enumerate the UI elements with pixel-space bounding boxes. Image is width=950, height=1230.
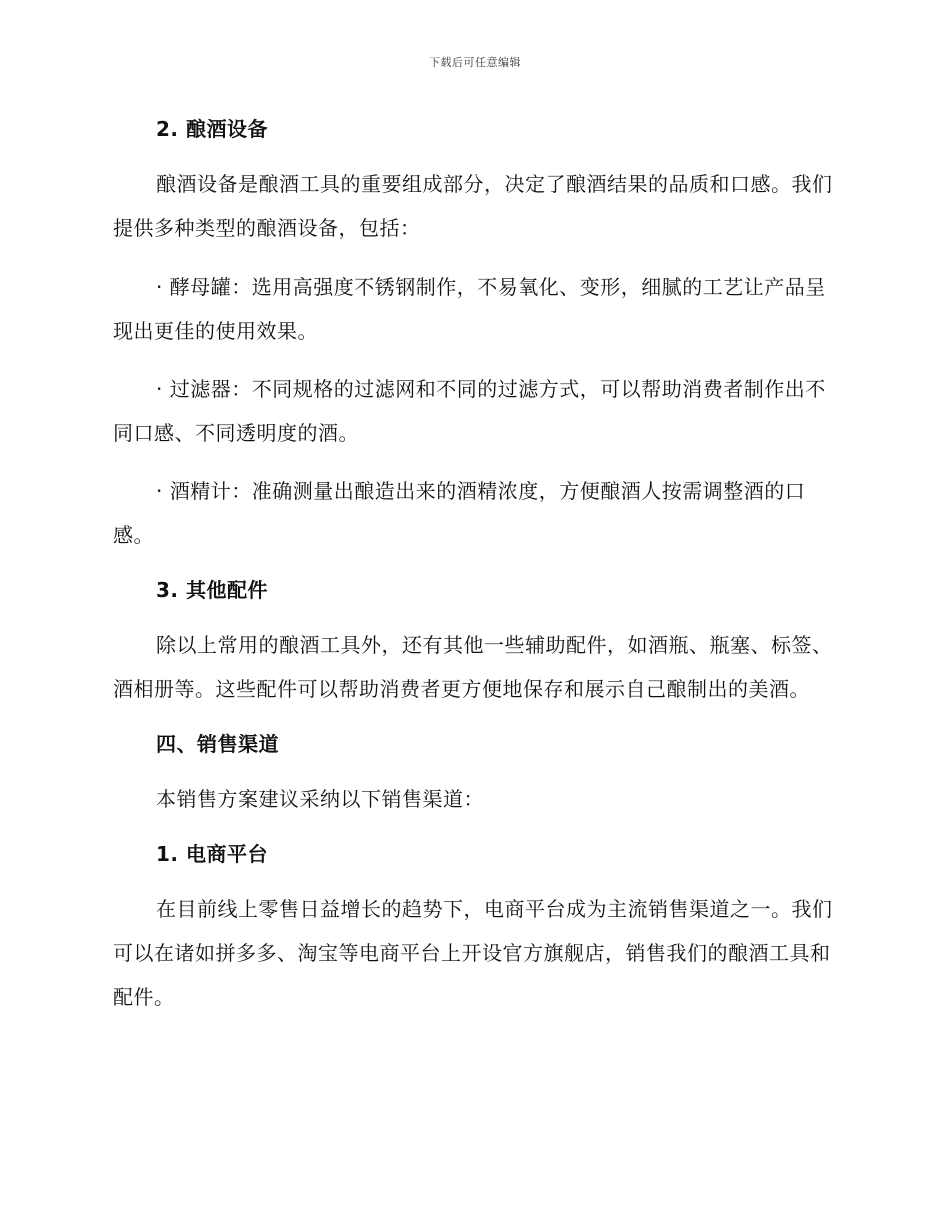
section-heading-channels: 四、销售渠道 [156,732,279,756]
paragraph-channels-intro: 本销售方案建议采纳以下销售渠道： [156,787,484,811]
bullet-alcoholmeter: · 酒精计：准确测量出酿造出来的酒精浓度，方便酿酒人按需调整酒的口感。 [113,479,806,547]
paragraph-accessories: 除以上常用的酿酒工具外，还有其他一些辅助配件，如酒瓶、瓶塞、标签、酒相册等。这些配件可以帮助消费者更方便地保存和展示自己酿制出的美酒。 [113,633,833,701]
bullet-filter: · 过滤器：不同规格的过滤网和不同的过滤方式，可以帮助消费者制作出不同口感、不同透明度的酒。 [113,377,826,445]
document-body [113,111,833,1019]
section-heading-accessories: 3. 其他配件 [156,578,268,602]
section-heading-equipment: 2. 酿酒设备 [156,117,268,141]
bullet-fermenter: · 酵母罐：选用高强度不锈钢制作，不易氧化、变形，细腻的工艺让产品呈现出更佳的使用效果。 [113,275,826,343]
paragraph-equipment-intro: 酿酒设备是酿酒工具的重要组成部分，决定了酿酒结果的品质和口感。我们提供多种类型的酿酒设备，包括： [113,172,833,240]
header-note: 下载后可任意编辑 [429,56,521,69]
paragraph-ecommerce: 在目前线上零售日益增长的趋势下，电商平台成为主流销售渠道之一。我们可以在诸如拼多多、淘宝等电商平台上开设官方旗舰店，销售我们的酿酒工具和配件。 [113,897,833,1009]
section-heading-ecommerce: 1. 电商平台 [156,842,268,866]
